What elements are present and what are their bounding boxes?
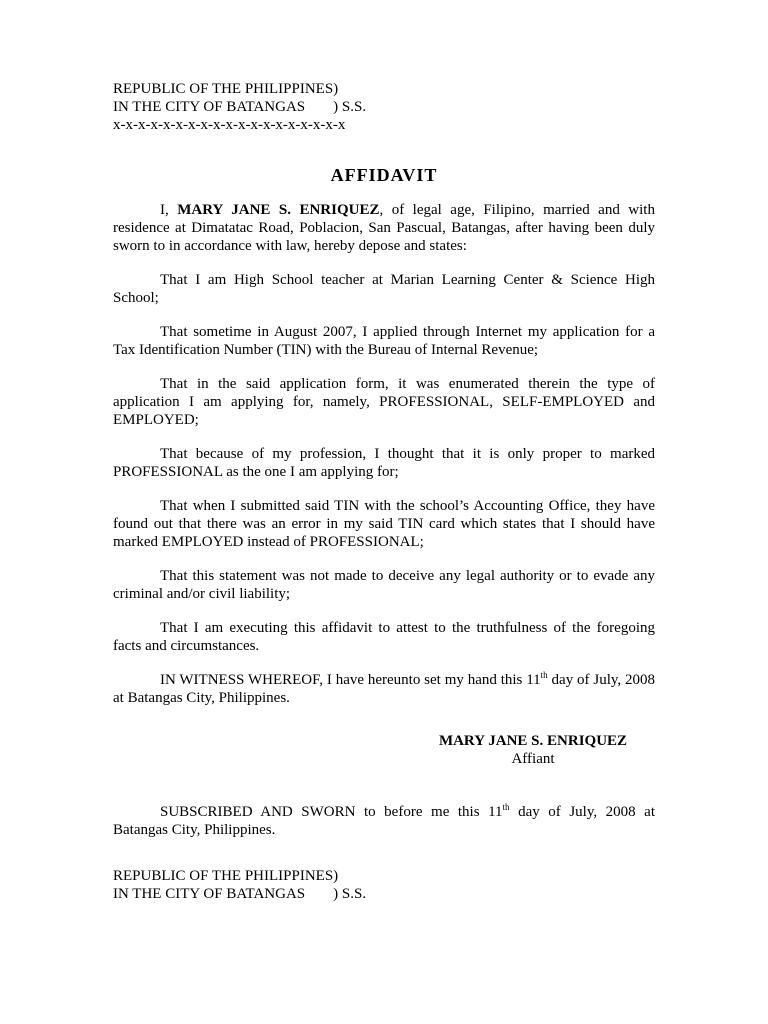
witness-sup: th (540, 670, 548, 680)
affidavit-document (113, 80, 655, 903)
paragraph-professional: That because of my profession, I thought that it is only proper to marked PROFESSIONAL as the one I am applying for; (113, 446, 655, 480)
paragraph-no-deceit: That this statement was not made to deceive any legal authority or to evade any criminal and/or civil liability; (113, 568, 655, 602)
intro-prefix: I, (160, 202, 178, 218)
witness-before: IN WITNESS WHEREOF, I have hereunto set my hand this 11 (160, 672, 541, 688)
venue-separator: x-x-x-x-x-x-x-x-x-x-x-x-x-x-x-x-x-x-x (113, 117, 346, 133)
venue2-republic: REPUBLIC OF THE PHILIPPINES) (113, 868, 339, 884)
intro-rest: , of legal age, Filipino, married and with residence at Dimatatac Road, Poblacion, San Pascual, Batangas, after having been duly sworn to in accordance with law, hereby depose and states: (113, 202, 655, 254)
venue-republic: REPUBLIC OF THE PHILIPPINES) (113, 81, 339, 97)
jurat-after: day of July, 2008 at Batangas City, Philippines. (113, 804, 656, 838)
paragraph-error: That when I submitted said TIN with the school’s Accounting Office, they have found out that there was an error in my said TIN card which states that I should have marked EMPLOYED instead of PROFESSIONAL; (113, 498, 655, 550)
jurat-sup: th (502, 802, 510, 812)
jurat-before: SUBSCRIBED AND SWORN to before me this 11 (160, 804, 503, 820)
witness-paragraph (113, 671, 655, 707)
venue-footer (113, 867, 655, 903)
venue-ss: ) S.S. (333, 99, 367, 115)
affiant-name: MARY JANE S. ENRIQUEZ (177, 202, 380, 218)
venue2-ss: ) S.S. (333, 886, 367, 902)
document-title: AFFIDAVIT (330, 165, 438, 185)
witness-after: day of July, 2008 at Batangas City, Philippines. (113, 672, 656, 706)
paragraph-attest: That I am executing this affidavit to attest to the truthfulness of the foregoing facts and circumstances. (113, 620, 655, 654)
intro-paragraph (113, 201, 655, 255)
paragraph-occupation: That I am High School teacher at Marian Learning Center & Science High School; (113, 272, 655, 306)
signature-name: MARY JANE S. ENRIQUEZ (438, 733, 628, 749)
venue2-city-name: IN THE CITY OF BATANGAS (113, 886, 306, 902)
paragraph-application: That sometime in August 2007, I applied through Internet my application for a Tax Identification Number (TIN) with the Bureau of Internal Revenue; (113, 324, 655, 358)
venue-city-name: IN THE CITY OF BATANGAS (113, 99, 306, 115)
venue2-city (113, 885, 655, 903)
signature-block (418, 732, 648, 768)
signature-role: Affiant (511, 751, 555, 767)
paragraph-form-types: That in the said application form, it was enumerated therein the type of application I am applying for, namely, PROFESSIONAL, SELF-EMPLOYED and EMPLOYED; (113, 376, 655, 428)
jurat-paragraph (113, 803, 655, 839)
venue-city (113, 98, 655, 116)
venue-header (113, 80, 655, 134)
